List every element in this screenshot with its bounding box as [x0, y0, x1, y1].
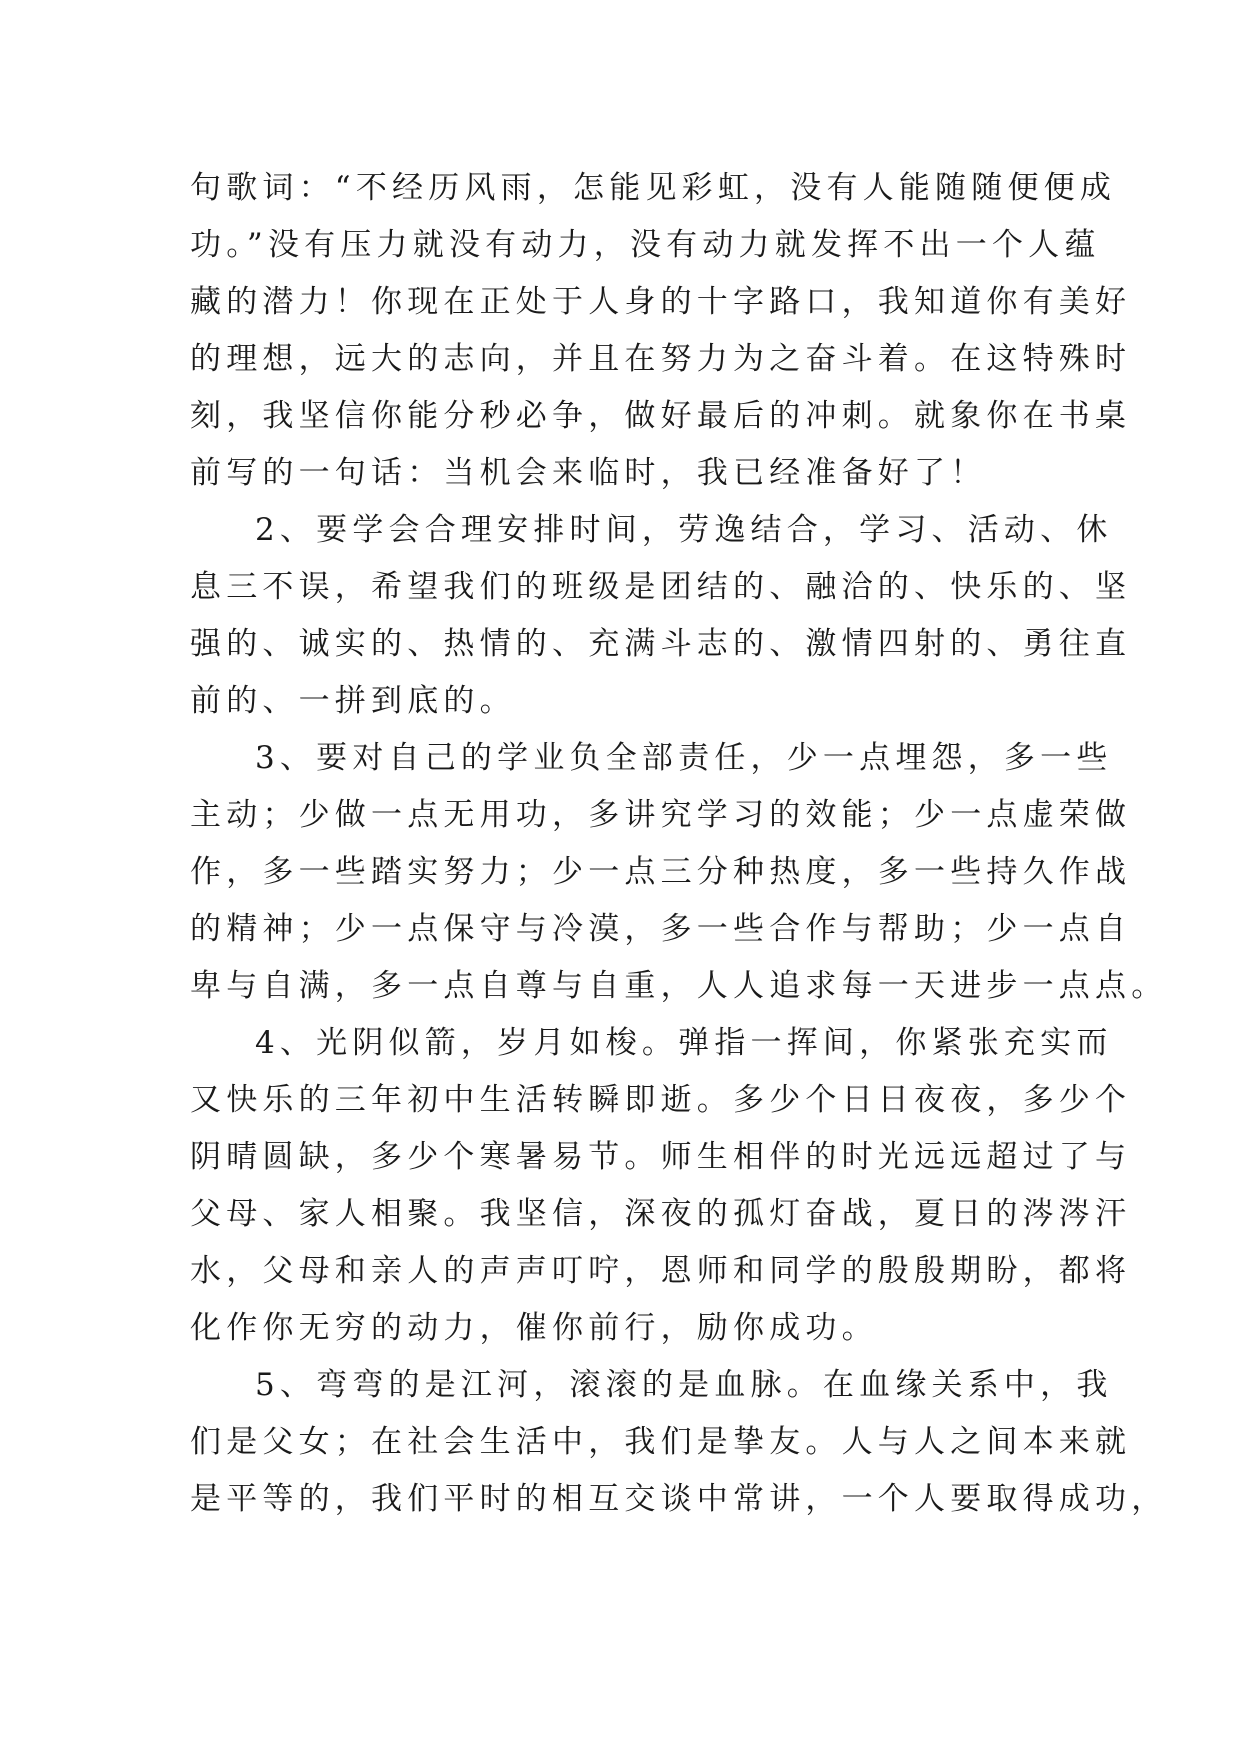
text-line: 父母、家人相聚。我坚信，深夜的孤灯奋战，夏日的涔涔汗 — [190, 1196, 1132, 1232]
text-line: 的理想，远大的志向，并且在努力为之奋斗着。在这特殊时 — [190, 341, 1132, 377]
text-line: 5、弯弯的是江河，滚滚的是血脉。在血缘关系中，我 — [255, 1367, 1113, 1403]
text-line: 们是父女；在社会生活中，我们是挚友。人与人之间本来就 — [190, 1424, 1132, 1460]
text-line: 3、要对自己的学业负全部责任，少一点埋怨，多一些 — [255, 740, 1113, 776]
text-line: 的精神；少一点保守与冷漠，多一些合作与帮助；少一点自 — [190, 911, 1132, 947]
text-line: 水，父母和亲人的声声叮咛，恩师和同学的殷殷期盼，都将 — [190, 1253, 1132, 1289]
text-line: 刻，我坚信你能分秒必争，做好最后的冲刺。就象你在书桌 — [190, 398, 1132, 434]
text-line: 作，多一些踏实努力；少一点三分种热度，多一些持久作战 — [190, 854, 1132, 890]
text-line: 句歌词：“不经历风雨，怎能见彩虹，没有人能随随便便成 — [190, 170, 1117, 206]
text-line: 阴晴圆缺，多少个寒暑易节。师生相伴的时光远远超过了与 — [190, 1139, 1132, 1175]
text-line: 藏的潜力！你现在正处于人身的十字路口，我知道你有美好 — [190, 284, 1132, 320]
text-line: 功。”没有压力就没有动力，没有动力就发挥不出一个人蕴 — [190, 227, 1101, 263]
text-line: 息三不误，希望我们的班级是团结的、融洽的、快乐的、坚 — [190, 569, 1132, 605]
text-line: 主动；少做一点无用功，多讲究学习的效能；少一点虚荣做 — [190, 797, 1132, 833]
text-line: 又快乐的三年初中生活转瞬即逝。多少个日日夜夜，多少个 — [190, 1082, 1132, 1118]
document-body — [190, 160, 1168, 1528]
text-line: 4、光阴似箭，岁月如梭。弹指一挥间，你紧张充实而 — [255, 1025, 1113, 1061]
text-line: 卑与自满，多一点自尊与自重，人人追求每一天进步一点点。 — [190, 968, 1168, 1004]
text-line: 2、要学会合理安排时间，劳逸结合，学习、活动、休 — [255, 512, 1113, 548]
text-line: 前写的一句话：当机会来临时，我已经准备好了！ — [190, 455, 987, 491]
text-line: 化作你无穷的动力，催你前行，励你成功。 — [190, 1310, 878, 1346]
text-line: 强的、诚实的、热情的、充满斗志的、激情四射的、勇往直 — [190, 626, 1132, 662]
text-line: 是平等的，我们平时的相互交谈中常讲，一个人要取得成功， — [190, 1481, 1168, 1517]
text-line: 前的、一拼到底的。 — [190, 683, 516, 719]
